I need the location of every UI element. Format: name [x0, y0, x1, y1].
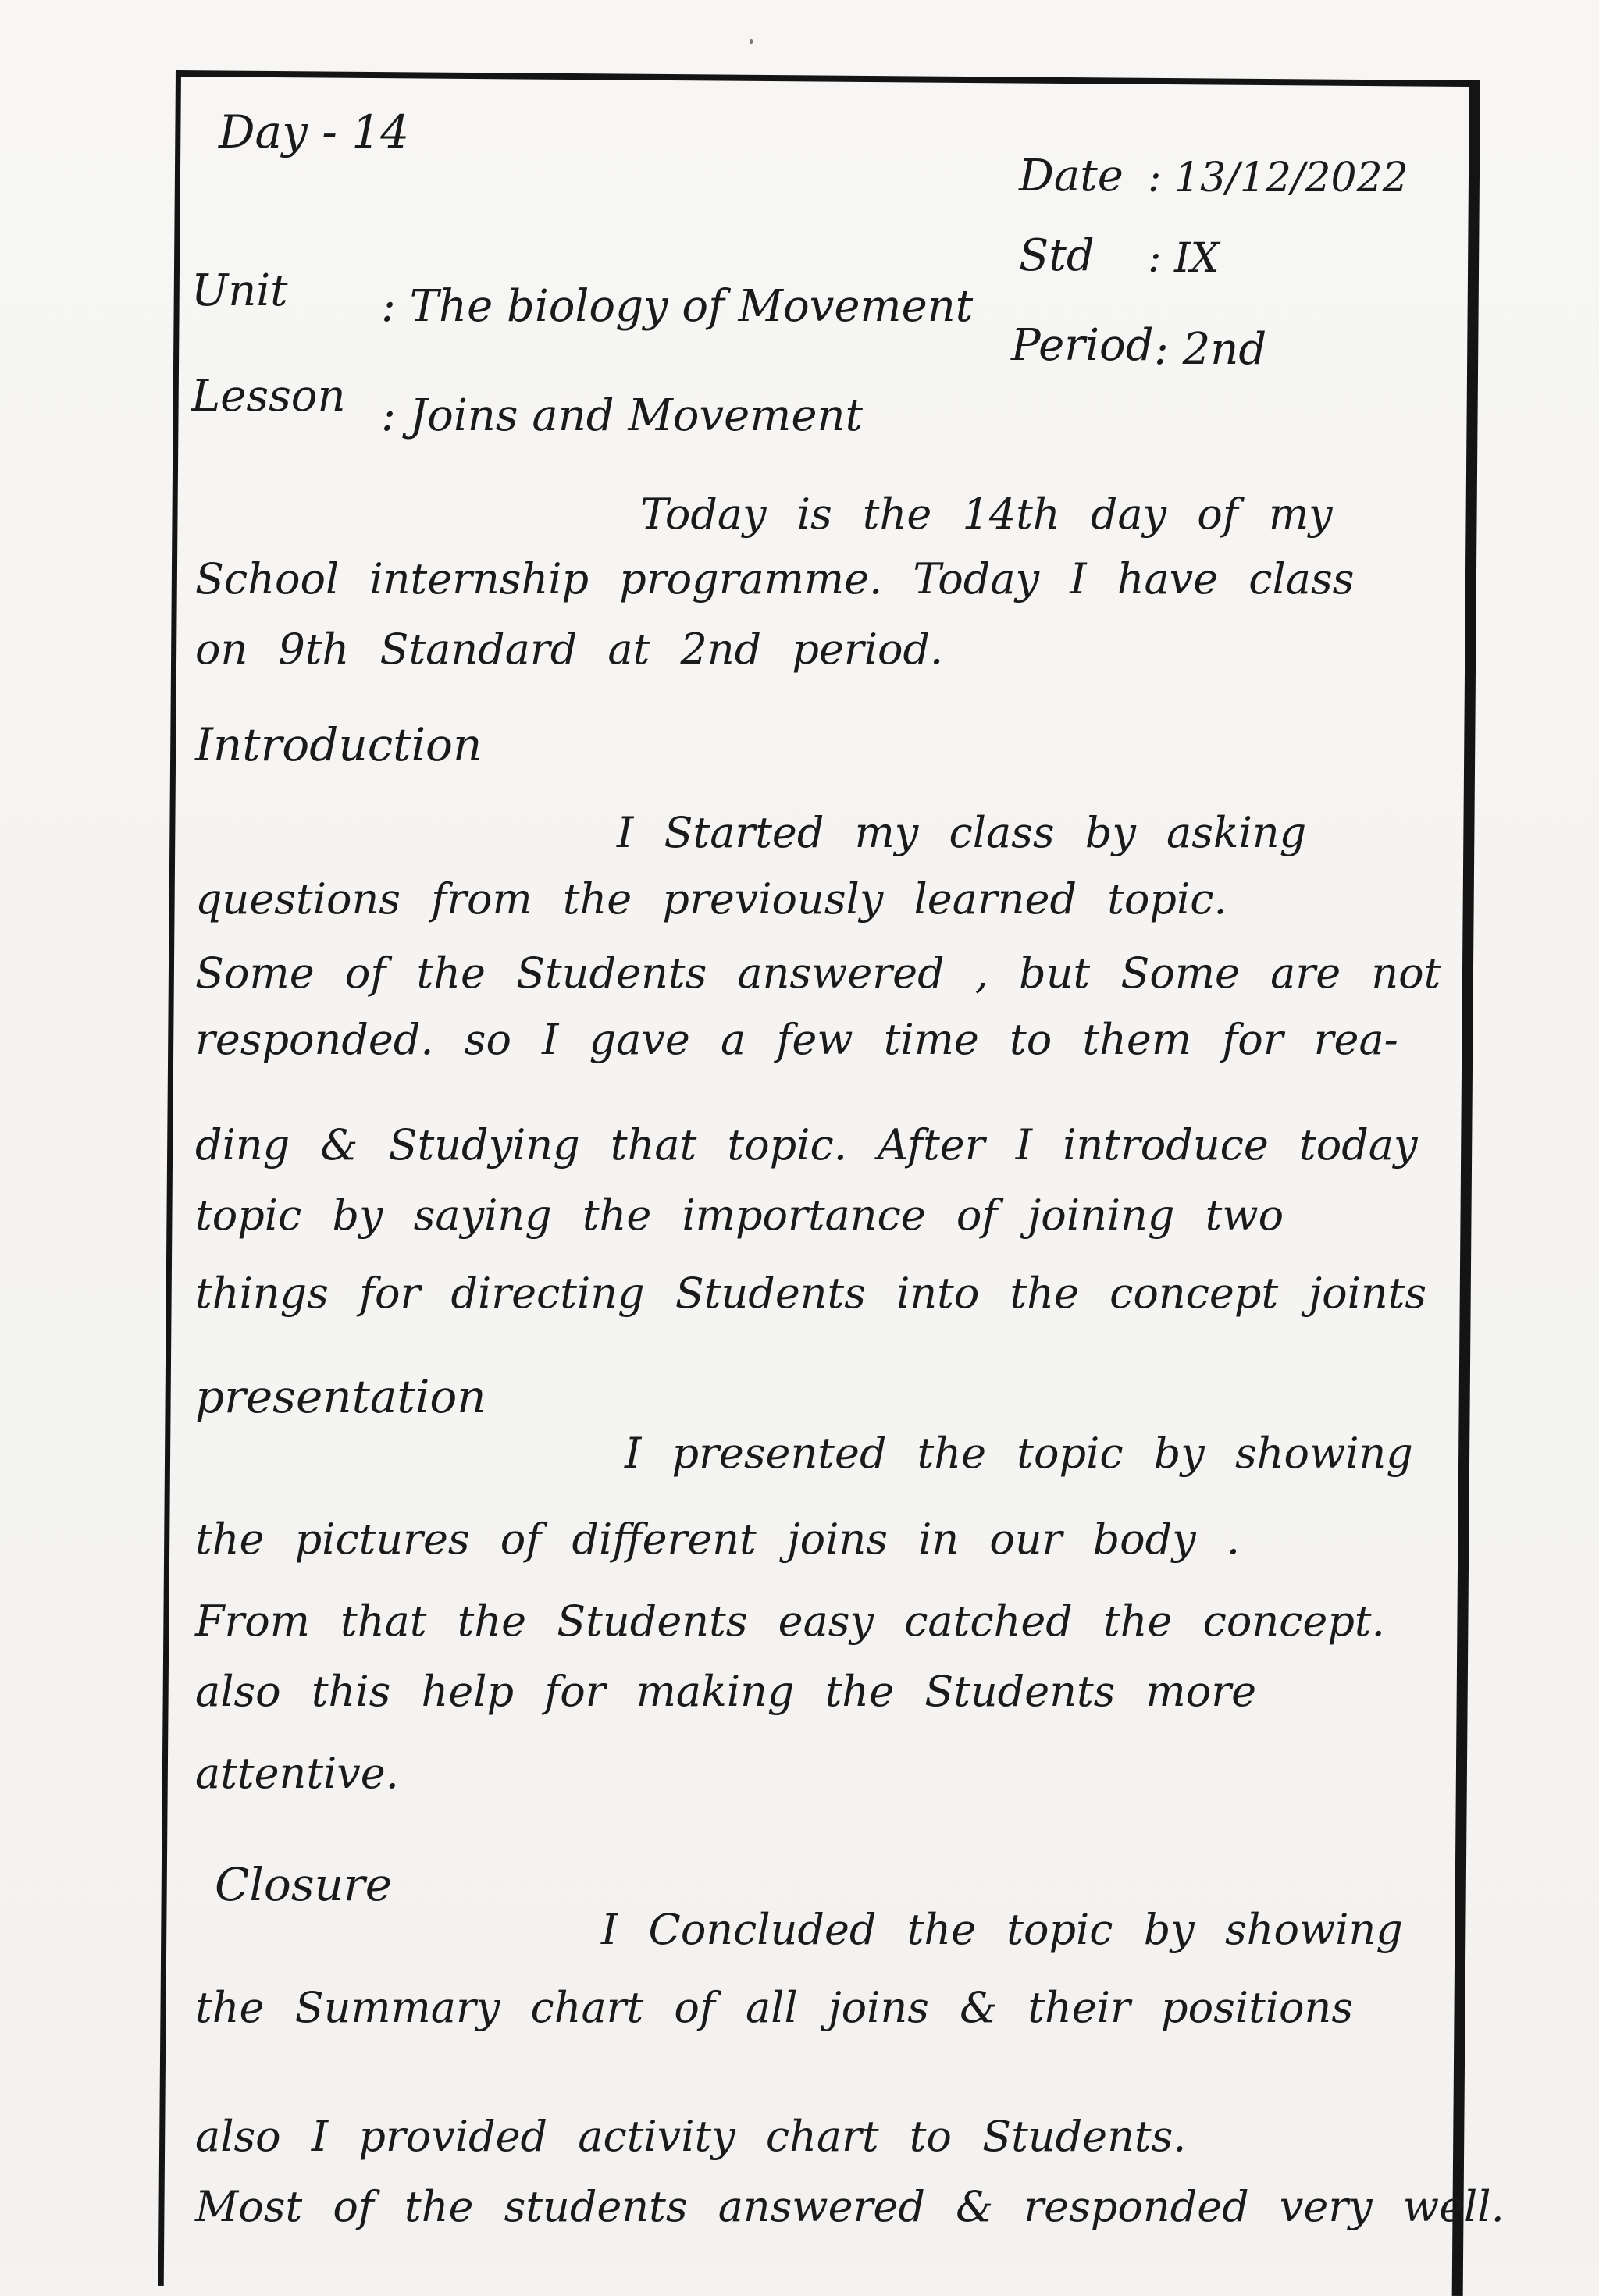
lesson-label: Lesson	[191, 371, 346, 422]
body-line: responded. so I gave a few time to them for rea-	[195, 1015, 1398, 1064]
body-line: I Started my class by asking	[617, 808, 1307, 857]
body-line: the pictures of different joins in our body .	[195, 1515, 1241, 1564]
intro-line: School internship programme. Today I have class	[195, 554, 1355, 603]
body-line: attentive.	[195, 1749, 399, 1798]
body-line: also this help for making the Students more	[195, 1667, 1257, 1716]
unit-label: Unit	[191, 265, 288, 316]
period-value: : 2nd	[1154, 324, 1267, 375]
std-label: Std	[1019, 230, 1095, 281]
body-line: questions from the previously learned topic.	[195, 874, 1227, 924]
body-line: also I provided activity chart to Students.	[195, 2112, 1187, 2161]
body-line: ding & Studying that topic. After I introduce today	[195, 1120, 1418, 1169]
body-line: Some of the Students answered , but Some are not	[195, 949, 1441, 998]
section-heading-presentation: presentation	[195, 1370, 486, 1423]
section-heading-introduction: Introduction	[195, 718, 483, 771]
date-value: : 13/12/2022	[1148, 155, 1408, 201]
unit-value: : The biology of Movement	[381, 281, 974, 332]
intro-line: on 9th Standard at 2nd period.	[195, 625, 944, 674]
body-line: I Concluded the topic by showing	[601, 1905, 1403, 1954]
body-line: Most of the students answered & responded very well.	[195, 2182, 1505, 2231]
lesson-value: : Joins and Movement	[381, 390, 864, 441]
day-label: Day - 14	[219, 105, 410, 158]
body-line: I presented the topic by showing	[625, 1429, 1413, 1478]
body-line: topic by saying the importance of joining two	[195, 1191, 1284, 1240]
body-line: From that the Students easy catched the concept.	[195, 1597, 1385, 1646]
body-line: the Summary chart of all joins & their positions	[195, 1983, 1354, 2032]
intro-line: Today is the 14th day of my	[640, 489, 1333, 539]
ink-speck	[750, 39, 753, 44]
date-label: Date	[1019, 151, 1124, 201]
period-label: Period	[1011, 320, 1154, 371]
std-value: : IX	[1148, 235, 1220, 282]
body-line: things for directing Students into the concept joints	[195, 1269, 1427, 1318]
section-heading-closure: Closure	[215, 1858, 393, 1911]
